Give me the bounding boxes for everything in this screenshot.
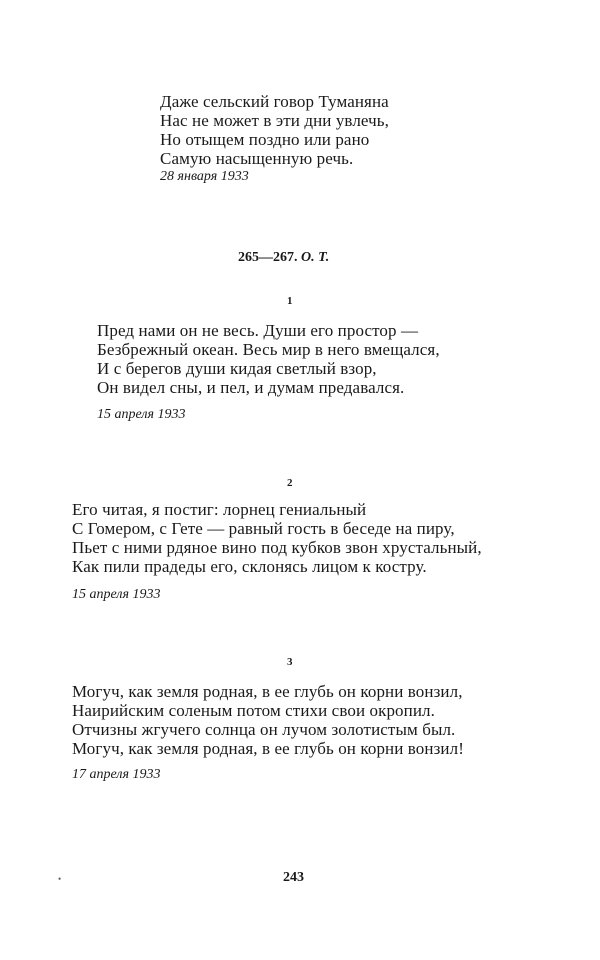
poem-2-date: 15 апреля 1933 [72, 587, 161, 602]
poem-1-date: 15 апреля 1933 [97, 407, 186, 422]
poem-line: Могуч, как земля родная, в ее глубь он корни вонзил, [72, 682, 463, 701]
poem-line: Наирийским соленым потом стихи свои окропил. [72, 701, 435, 720]
top-poem-stanza [160, 92, 389, 168]
poem-number: 2 [287, 477, 293, 489]
page-number: 243 [283, 870, 304, 885]
poem-line: Но отыщем поздно или рано [160, 130, 370, 149]
top-poem-date: 28 января 1933 [160, 169, 249, 184]
poem-line: Самую насыщенную речь. [160, 149, 354, 168]
poem-line: Его читая, я постиг: лорнец гениальный [72, 500, 367, 519]
poem-3-date: 17 апреля 1933 [72, 767, 161, 782]
print-speck: • [58, 874, 62, 884]
poem-line: С Гомером, с Гете — равный гость в беседе на пиру, [72, 519, 455, 538]
poem-1-stanza [97, 321, 440, 397]
poem-line: Пред нами он не весь. Души его простор — [97, 321, 419, 340]
section-title: О. Т. [301, 250, 330, 265]
poem-line: Как пили прадеды его, склонясь лицом к костру. [72, 557, 427, 576]
poem-line: Даже сельский говор Туманяна [160, 92, 389, 111]
poem-line: Пьет с ними рдяное вино под кубков звон хрустальный, [72, 538, 482, 557]
section-numbers: 265—267. [238, 250, 298, 265]
poem-line: Могуч, как земля родная, в ее глубь он корни вонзил! [72, 739, 464, 758]
poem-2-stanza [72, 500, 482, 576]
section-heading [238, 250, 329, 266]
poem-line: Безбрежный океан. Весь мир в него вмещался, [97, 340, 440, 359]
poem-line: Он видел сны, и пел, и думам предавался. [97, 378, 405, 397]
poem-line: Отчизны жгучего солнца он лучом золотистым был. [72, 720, 456, 739]
poem-number: 3 [287, 656, 293, 668]
poem-line: И с берегов души кидая светлый взор, [97, 359, 377, 378]
poem-line: Нас не может в эти дни увлечь, [160, 111, 389, 130]
poem-3-stanza [72, 682, 464, 758]
poem-number: 1 [287, 295, 293, 307]
